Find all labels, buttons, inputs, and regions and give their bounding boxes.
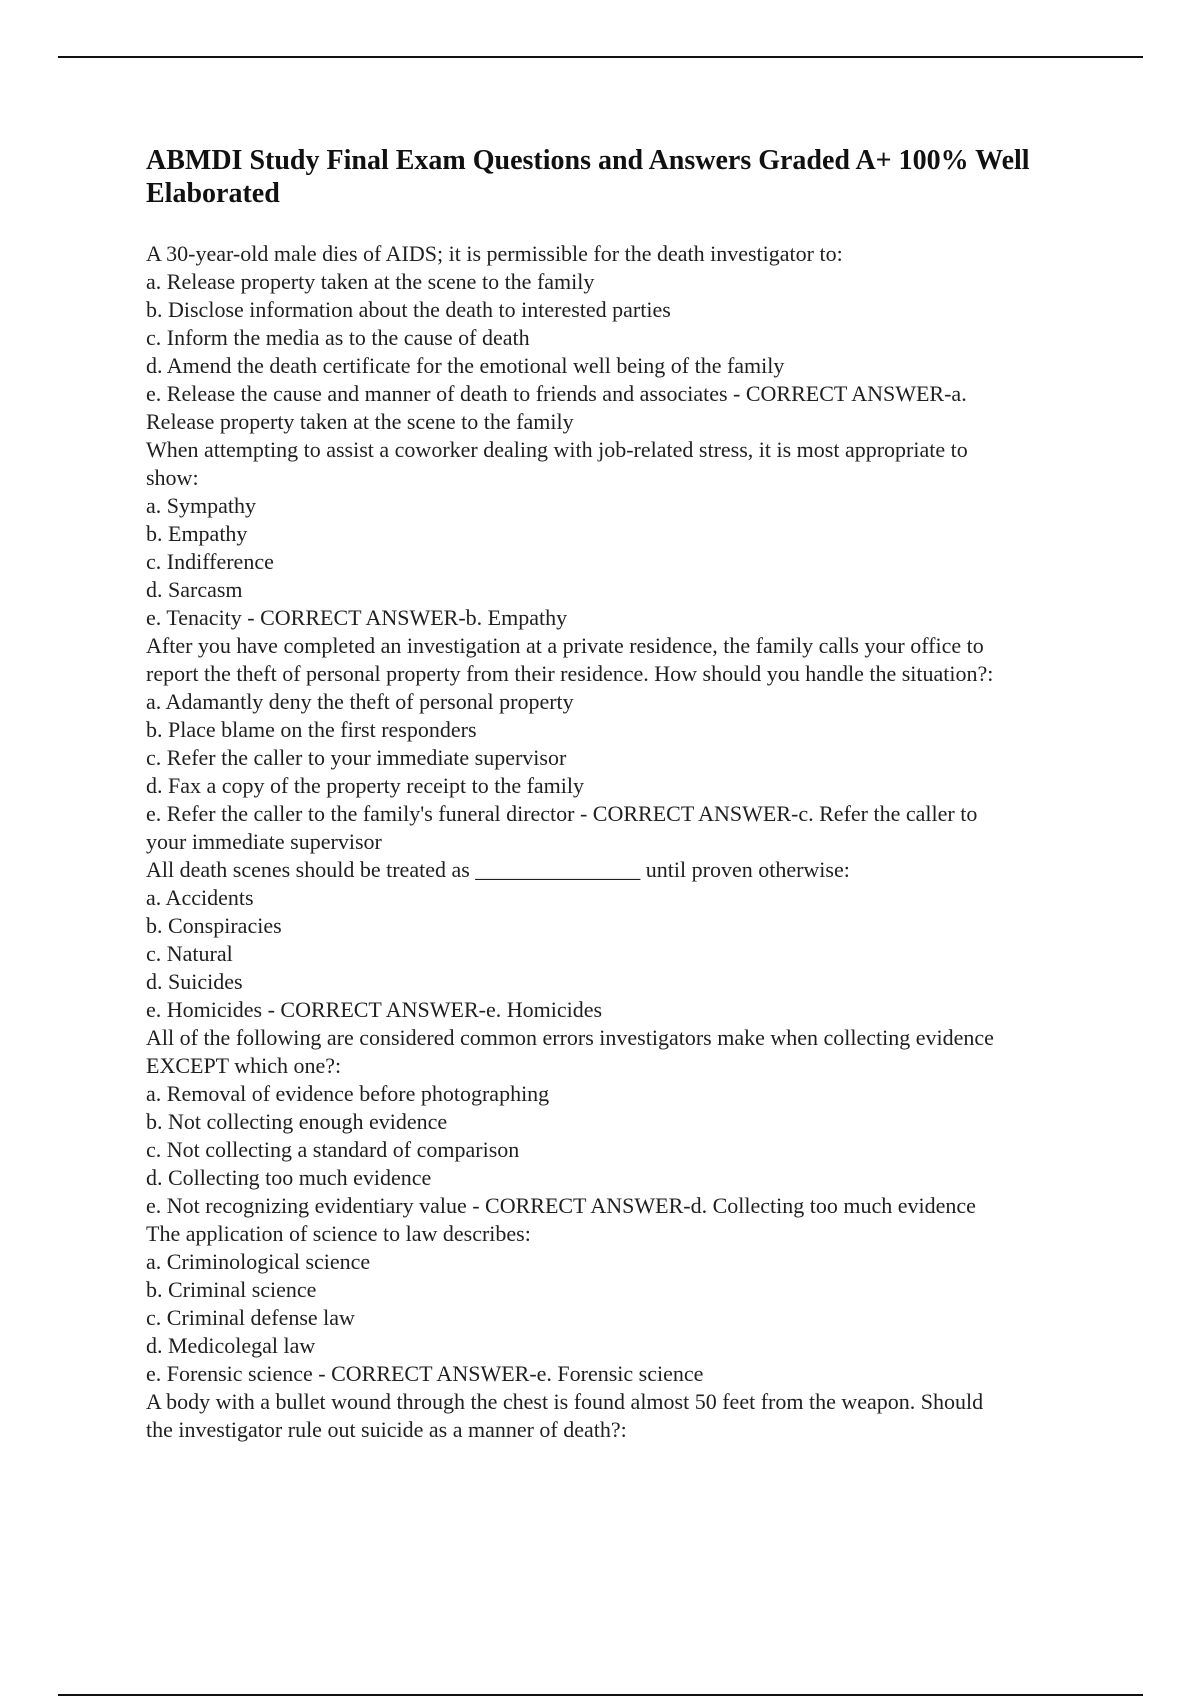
- question-1-stem: A 30-year-old male dies of AIDS; it is permissible for the death investigator to:: [146, 241, 843, 266]
- question-1-option-e-answer: e. Release the cause and manner of death to friends and associates - CORRECT ANSWER-a.: [146, 381, 967, 406]
- document-body: [146, 240, 1096, 1444]
- question-4-option-c: c. Natural: [146, 941, 233, 966]
- question-5-option-c: c. Not collecting a standard of comparison: [146, 1137, 520, 1162]
- question-3-option-d: d. Fax a copy of the property receipt to the family: [146, 773, 585, 798]
- question-2-option-a: a. Sympathy: [146, 493, 256, 518]
- question-3-option-c: c. Refer the caller to your immediate supervisor: [146, 745, 567, 770]
- question-1-option-b: b. Disclose information about the death to interested parties: [146, 297, 671, 322]
- question-1-option-c: c. Inform the media as to the cause of death: [146, 325, 530, 350]
- question-4-option-d: d. Suicides: [146, 969, 243, 994]
- question-2-stem: When attempting to assist a coworker dealing with job-related stress, it is most appropriate to: [146, 437, 968, 462]
- question-6-option-c: c. Criminal defense law: [146, 1305, 355, 1330]
- question-7-stem: A body with a bullet wound through the chest is found almost 50 feet from the weapon. Should: [146, 1389, 984, 1414]
- question-5-stem: All of the following are considered common errors investigators make when collecting evidence: [146, 1025, 994, 1050]
- question-6-option-e-answer: e. Forensic science - CORRECT ANSWER-e. Forensic science: [146, 1361, 704, 1386]
- question-7-stem-continued: the investigator rule out suicide as a manner of death?:: [146, 1417, 627, 1442]
- question-1-option-d: d. Amend the death certificate for the emotional well being of the family: [146, 353, 785, 378]
- question-2-option-e-answer: e. Tenacity - CORRECT ANSWER-b. Empathy: [146, 605, 568, 630]
- question-4-stem: All death scenes should be treated as _______________ until proven otherwise:: [146, 857, 850, 882]
- question-5-option-d: d. Collecting too much evidence: [146, 1165, 432, 1190]
- top-divider: [58, 56, 1143, 58]
- question-3-option-a: a. Adamantly deny the theft of personal property: [146, 689, 574, 714]
- question-6-option-a: a. Criminological science: [146, 1249, 371, 1274]
- question-5-option-e-answer: e. Not recognizing evidentiary value - CORRECT ANSWER-d. Collecting too much evidence: [146, 1193, 976, 1218]
- question-4-option-b: b. Conspiracies: [146, 913, 282, 938]
- question-5-option-a: a. Removal of evidence before photographing: [146, 1081, 550, 1106]
- question-5-option-b: b. Not collecting enough evidence: [146, 1109, 448, 1134]
- question-1-answer-continued: Release property taken at the scene to the family: [146, 409, 574, 434]
- document-content: [146, 144, 1096, 1444]
- question-3-option-b: b. Place blame on the first responders: [146, 717, 477, 742]
- question-6-option-b: b. Criminal science: [146, 1277, 317, 1302]
- question-2-option-c: c. Indifference: [146, 549, 274, 574]
- question-2-stem-continued: show:: [146, 465, 199, 490]
- question-4-option-a: a. Accidents: [146, 885, 254, 910]
- question-3-option-e-answer: e. Refer the caller to the family's funeral director - CORRECT ANSWER-c. Refer the caller to: [146, 801, 978, 826]
- question-3-stem: After you have completed an investigation at a private residence, the family calls your office to: [146, 633, 984, 658]
- bottom-divider: [58, 1694, 1143, 1696]
- question-2-option-d: d. Sarcasm: [146, 577, 243, 602]
- title-line-2: Elaborated: [146, 178, 280, 209]
- title-line-1: ABMDI Study Final Exam Questions and Answers Graded A+ 100% Well: [146, 145, 1030, 176]
- question-4-option-e-answer: e. Homicides - CORRECT ANSWER-e. Homicides: [146, 997, 603, 1022]
- question-1-option-a: a. Release property taken at the scene to the family: [146, 269, 595, 294]
- question-6-option-d: d. Medicolegal law: [146, 1333, 316, 1358]
- question-3-answer-continued: your immediate supervisor: [146, 829, 382, 854]
- question-5-stem-continued: EXCEPT which one?:: [146, 1053, 342, 1078]
- question-2-option-b: b. Empathy: [146, 521, 248, 546]
- question-3-stem-continued: report the theft of personal property from their residence. How should you handle the situation?:: [146, 661, 994, 686]
- question-6-stem: The application of science to law describes:: [146, 1221, 531, 1246]
- document-title: [146, 144, 1096, 210]
